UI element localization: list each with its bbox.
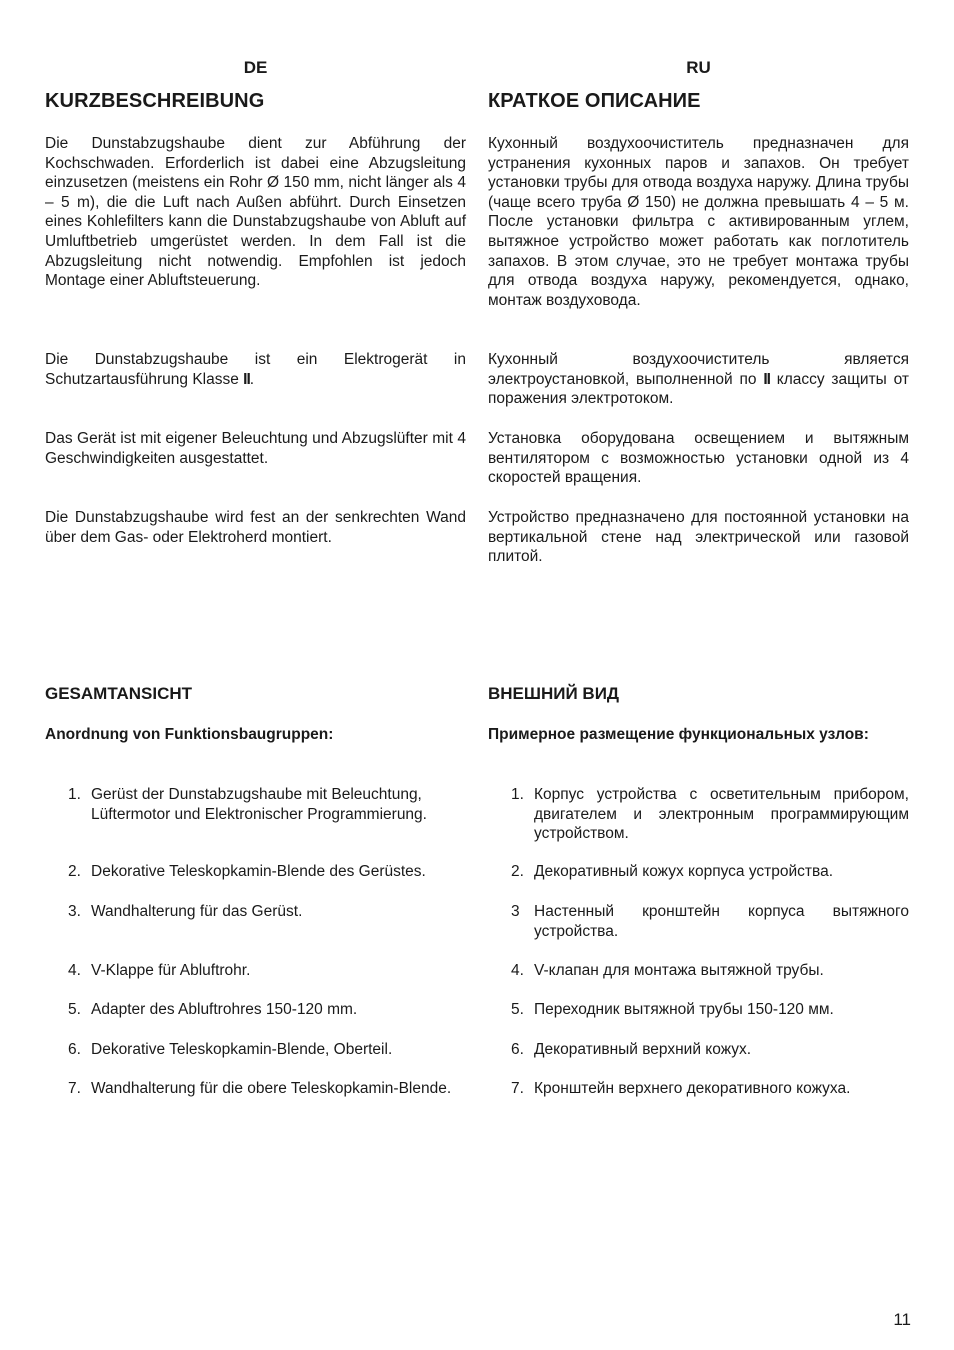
list-item-text: Декоративный кожух корпуса устройства.: [534, 863, 834, 880]
class-ii-symbol: II: [243, 370, 250, 388]
list-item-number: 1.: [68, 786, 81, 803]
components-subheading: Anordnung von Funktionsbaugruppen:: [45, 726, 334, 743]
list-item-number: 1.: [511, 786, 524, 803]
list-item-number: 5.: [511, 1001, 524, 1018]
list-item-text: Gerüst der Dunstabzugshaube mit Beleuchtung, Lüftermotor und Elektronischer Programmierung.: [91, 786, 427, 823]
list-item-number: 6.: [511, 1041, 524, 1058]
section-heading: KURZBESCHREIBUNG: [45, 90, 265, 112]
mounting-paragraph: Die Dunstabzugshaube wird fest an der senkrechten Wand über dem Gas- oder Elektroherd montiert.: [45, 509, 466, 546]
list-item-text: Wandhalterung für die obere Teleskopkamin-Blende.: [91, 1080, 452, 1097]
list-item-text: Декоративный верхний кожух.: [534, 1041, 752, 1058]
features-paragraph: Das Gerät ist mit eigener Beleuchtung und Abzugslüfter mit 4 Geschwindigkeiten ausgestattet.: [45, 430, 466, 467]
list-item-text: Переходник вытяжной трубы 150-120 мм.: [534, 1001, 834, 1018]
section-heading: КРАТКОЕ ОПИСАНИЕ: [488, 90, 701, 112]
list-item-number: 2.: [68, 863, 81, 880]
features-paragraph: Установка оборудована освещением и вытяжным вентилятором с возможностью установки одной из 4 скоростей вращения.: [488, 430, 909, 487]
list-item-number: 4.: [511, 962, 524, 979]
list-item-text: Настенный кронштейн корпуса вытяжного устройства.: [534, 903, 909, 940]
safety-class-text: Die Dunstabzugshaube ist ein Elektrogerät in Schutzartausführung Klasse: [45, 351, 466, 388]
list-item-number: 3.: [68, 903, 81, 920]
list-item-number: 3: [511, 903, 520, 920]
list-item-text: V-Klappe für Abluftrohr.: [91, 962, 251, 979]
list-item-number: 2.: [511, 863, 524, 880]
list-item-number: 5.: [68, 1001, 81, 1018]
safety-class-suffix: классу защиты от поражения электротоком.: [488, 370, 909, 408]
safety-class-paragraph: [488, 350, 909, 409]
components-subheading: Примерное размещение функциональных узлов:: [488, 726, 869, 743]
safety-class-text: Кухонный воздухоочиститель является электроустановкой, выполненной по: [488, 351, 909, 388]
language-label: DE: [243, 58, 268, 77]
list-item-text: Wandhalterung für das Gerüst.: [91, 903, 303, 920]
list-item-text: V-клапан для монтажа вытяжной трубы.: [534, 962, 824, 979]
list-item-number: 6.: [68, 1041, 81, 1058]
page-number: 11: [893, 1310, 911, 1329]
list-item-text: Корпус устройства с осветительным прибором, двигателем и электронным программирующим устройством.: [534, 786, 909, 843]
overview-heading: GESAMTANSICHT: [45, 684, 193, 703]
intro-paragraph: Кухонный воздухоочиститель предназначен для устранения кухонных паров и запахов. Он требует установки трубы для отвода воздуха наружу. Длина трубы (чаще всего труба Ø 150) не должна превышать 4 – 5 м. После установки фильтра с активированным углем, вытяжное устройство может работать как поглотитель запахов. В этом случае, это не требует монтажа трубы для отвода воздуха наружу, рекомендуется, однако, монтаж воздуховода.: [488, 135, 909, 309]
safety-class-paragraph: [45, 350, 466, 389]
class-ii-symbol: II: [763, 370, 770, 388]
intro-paragraph: Die Dunstabzugshaube dient zur Abführung der Kochschwaden. Erforderlich ist dabei eine Abzugsleitung einzusetzen (meistens ein Rohr Ø 150 mm, nicht länger als 4 – 5 m), die die Luft nach Außen abführt. Durch Einsetzen eines Kohlefilters kann die Dunstabzugshaube von Abluft auf Umluftbetrieb umgerüstet werden. In dem Fall ist die Abzugsleitung nicht notwendig. Empfohlen ist jedoch Montage einer Abluftsteuerung.: [45, 135, 466, 290]
list-item-text: Dekorative Teleskopkamin-Blende des Gerüstes.: [91, 863, 426, 880]
mounting-paragraph: Устройство предназначено для постоянной установки на вертикальной стене над электрической или газовой плитой.: [488, 509, 909, 566]
overview-heading: ВНЕШНИЙ ВИД: [488, 684, 620, 703]
list-item-text: Adapter des Abluftrohres 150-120 mm.: [91, 1001, 358, 1018]
list-item-text: Dekorative Teleskopkamin-Blende, Oberteil.: [91, 1041, 393, 1058]
language-label: RU: [686, 58, 711, 77]
list-item-text: Кронштейн верхнего декоративного кожуха.: [534, 1080, 851, 1097]
list-item-number: 4.: [68, 962, 81, 979]
safety-class-suffix: .: [249, 370, 255, 388]
list-item-number: 7.: [511, 1080, 524, 1097]
list-item-number: 7.: [68, 1080, 81, 1097]
